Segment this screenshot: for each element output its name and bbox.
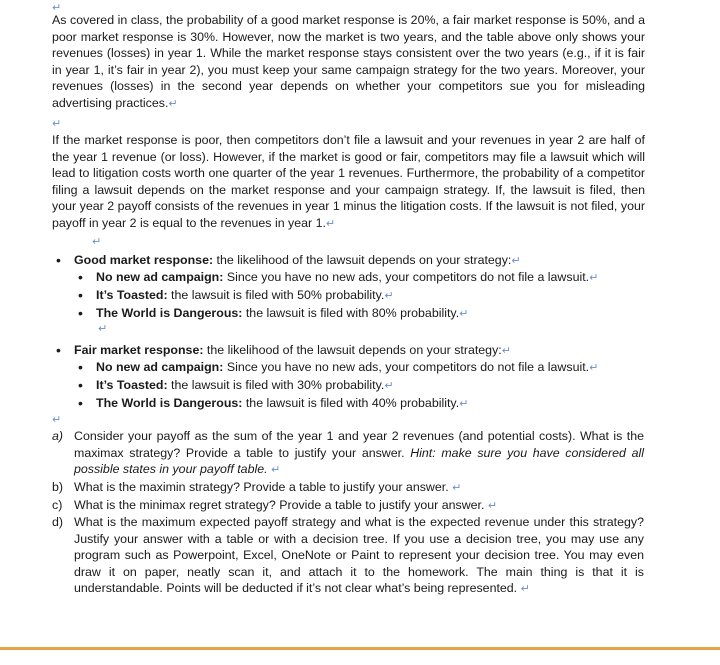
- bullet: •: [78, 377, 83, 393]
- lawsuit-paragraph: [52, 132, 645, 232]
- item-bold: No new ad campaign:: [96, 360, 224, 374]
- page-bottom-rule: [0, 647, 720, 650]
- question-label: a): [52, 429, 64, 443]
- paragraph-mark: ↵: [452, 481, 462, 494]
- intro-paragraph-text: As covered in class, the probability of a good market response is 20%, a fair market response is 50%, and a poor market response is 30%. However, now the market is two years, and the table above only shows your revenues (losses) in year 1. While the market response stays consistent over the two years (e.g., if it is fair in year 1, it’s fair in year 2), you must keep your same campaign strategy for the two years. Moreover, your revenues (losses) in the second year depends on whether your competitors sue you for misleading advertising practices.: [52, 13, 645, 110]
- bullet: •: [78, 287, 83, 303]
- item-bold: It’s Toasted:: [96, 288, 168, 302]
- bullet: •: [56, 252, 61, 268]
- question-text: What is the maximum expected payoff strategy and what is the expected revenue under this strategy? Justify your answer with a table or with a decision tree. If you use a decision tree, you may use any program such as Powerpoint, Excel, OneNote or Paint to represent your decision tree. You may even draw it on paper, neatly scan it, and attach it to the homework. The main thing is that it is understandable. Points will be deducted if it’s not clear what’s being represented.: [74, 515, 644, 596]
- paragraph-mark: ↵: [271, 463, 281, 477]
- item-text: Since you have no new ads, your competitors do not file a lawsuit.: [223, 360, 590, 374]
- paragraph-mark: ↵: [384, 379, 394, 392]
- paragraph-mark: ↵: [98, 322, 108, 335]
- paragraph-mark: ↵: [384, 289, 394, 302]
- question-text: What is the minimax regret strategy? Provide a table to justify your answer.: [74, 498, 485, 512]
- paragraph-mark: ↵: [511, 254, 521, 267]
- item-text: the lawsuit is filed with 30% probability.: [167, 378, 385, 392]
- item-bold: It’s Toasted:: [96, 378, 168, 392]
- paragraph-mark: ↵: [501, 344, 511, 357]
- paragraph-mark: ↵: [52, 117, 62, 130]
- item-bold: The World is Dangerous:: [96, 396, 243, 410]
- good-heading-bold: Good market response:: [74, 253, 214, 267]
- question-text: Consider your payoff as the sum of the year 1 and year 2 revenues (and potential costs). What is the maximax strategy? Provide a table to justify your answer.: [74, 429, 644, 460]
- fair-heading-bold: Fair market response:: [74, 343, 204, 357]
- item-bold: No new ad campaign:: [96, 270, 224, 284]
- item-text: Since you have no new ads, your competitors do not file a lawsuit.: [223, 270, 590, 284]
- question-label: b): [52, 480, 64, 494]
- paragraph-mark: ↵: [487, 499, 498, 512]
- item-text: the lawsuit is filed with 80% probability.: [242, 306, 460, 320]
- question-label: c): [52, 498, 63, 512]
- good-heading-text: the likelihood of the lawsuit depends on your strategy:: [213, 253, 512, 267]
- item-text: the lawsuit is filed with 40% probability.: [242, 396, 460, 410]
- paragraph-mark: ↵: [325, 216, 336, 230]
- bullet: •: [78, 359, 83, 375]
- bullet: •: [78, 395, 83, 411]
- paragraph-mark: ↵: [92, 235, 102, 248]
- paragraph-mark: ↵: [52, 1, 62, 14]
- item-bold: The World is Dangerous:: [96, 306, 243, 320]
- fair-heading-text: the likelihood of the lawsuit depends on your strategy:: [203, 343, 502, 357]
- question-hint: Hint: make sure you have considered all possible states in your payoff table.: [74, 445, 644, 477]
- paragraph-mark: ↵: [589, 361, 599, 374]
- bullet: •: [78, 269, 83, 285]
- paragraph-mark: ↵: [459, 397, 469, 410]
- question-label: d): [52, 515, 64, 529]
- paragraph-mark: ↵: [459, 307, 469, 320]
- paragraph-mark: ↵: [168, 96, 178, 110]
- question-text: What is the maximin strategy? Provide a table to justify your answer.: [74, 480, 449, 494]
- paragraph-mark: ↵: [589, 271, 599, 284]
- paragraph-mark: ↵: [52, 413, 62, 426]
- paragraph-mark: ↵: [520, 582, 530, 596]
- bullet: •: [56, 342, 61, 358]
- intro-paragraph: [52, 12, 645, 112]
- bullet: •: [78, 305, 83, 321]
- lawsuit-paragraph-text: If the market response is poor, then competitors don’t file a lawsuit and your revenues in year 2 are half of the year 1 revenue (or loss). However, if the market is good or fair, competitors may file a lawsuit which will lead to litigation costs worth one quarter of the year 1 revenues. Furthermore, the probability of a competitor filing a lawsuit depends on the market response and your campaign strategy. If, the lawsuit is filed, then your year 2 payoff consists of the revenues in year 1 minus the litigation costs. If the lawsuit is not filed, your payoff in year 2 is equal to the revenues in year 1.: [52, 133, 645, 230]
- item-text: the lawsuit is filed with 50% probability.: [167, 288, 385, 302]
